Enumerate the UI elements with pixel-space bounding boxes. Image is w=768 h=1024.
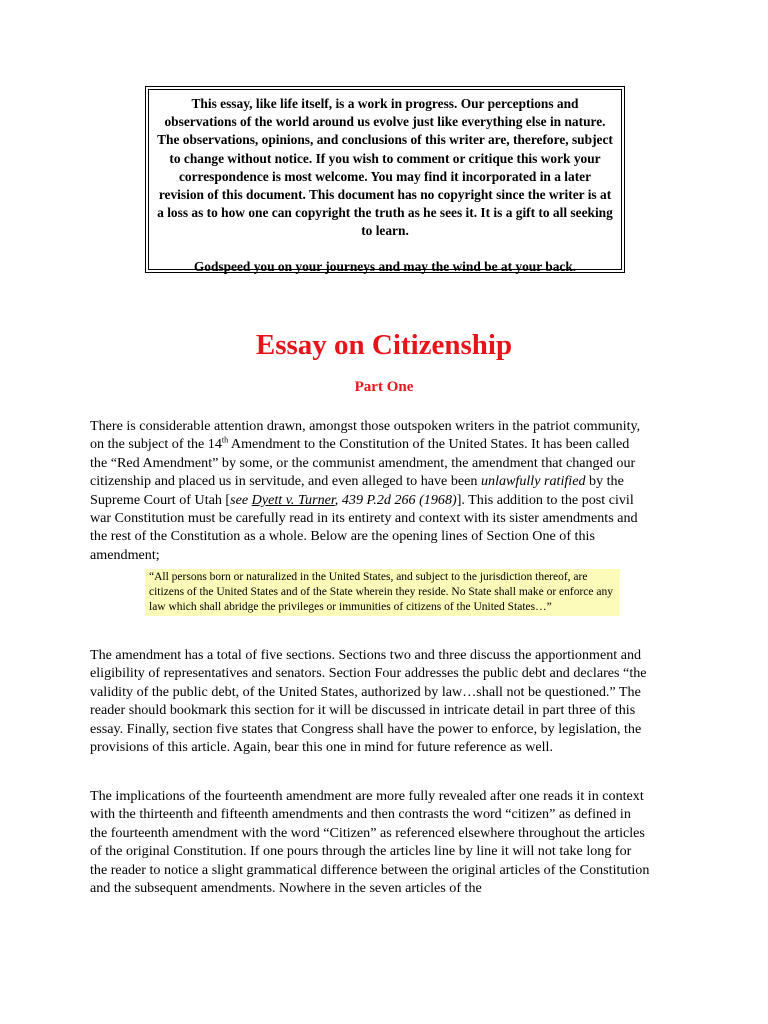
godspeed-line: Godspeed you on your journeys and may the wind be at your back.	[193, 258, 577, 274]
essay-title: Essay on Citizenship	[255, 329, 513, 361]
part-heading: Part One	[354, 379, 414, 395]
p1-text-a: There is considerable attention drawn, amongst those outspoken writers in the patriot community, on the subject of the 14	[90, 418, 641, 453]
paragraph-1	[90, 417, 650, 564]
paragraph-3: The implications of the fourteenth amendment are more fully revealed after one reads it in context with the thirteenth and fifteenth amendments and then contrasts the word “citizen” as defined in the fourteenth amendment with the word “Citizen” as referenced elsewhere throughout the articles of the original Constitution. If one pours through the articles line by line it will not take long for the reader to notice a slight grammatical difference between the original articles of the Constitution and the subsequent amendments. Nowhere in the seven articles of the	[90, 788, 650, 897]
p1-text-b: Amendment to the Constitution of the United States. It has been called the “Red Amendment” by some, or the communist amendment, the amendment that changed our citizenship and placed us in servitude, and even alleged to have been	[90, 436, 636, 490]
disclaimer-text: This essay, like life itself, is a work in progress. Our perceptions and observations of the world around us evolve just like everything else in nature. The observations, opinions, and conclusions of this writer are, therefore, subject to change without notice. If you wish to comment or critique this work your correspondence is most welcome. You may find it incorporated in a later revision of this document. This document has no copyright since the writer is at a loss as to how one can copyright the truth as he sees it. It is a gift to all seeking to learn.	[157, 96, 613, 239]
p1-text-c: by the Supreme Court of Utah [	[90, 473, 624, 508]
citation-case-name: Dyett v. Turner	[251, 491, 335, 508]
p1-superscript: th	[221, 435, 229, 445]
paragraph-2: The amendment has a total of five sections. Sections two and three discuss the apportionment and eligibility of representatives and senators. Section Four addresses the public debt and declares “the validity of the public debt, of the United States, authorized by law…shall not be questioned.” The reader should bookmark this section for it will be discussed in intricate detail in part three of this essay. Finally, section five states that Congress shall have the power to enforce, by legislation, the provisions of this article. Again, bear this one in mind for future reference as well.	[90, 647, 647, 756]
amendment-quote: “All persons born or naturalized in the United States, and subject to the jurisdiction thereof, are citizens of the United States and of the State wherein they reside. No State shall make or enforce any law which shall abridge the privileges or immunities of citizens of the United States…”	[145, 569, 620, 616]
citation-reporter: , 439 P.2d 266 (1968)	[334, 491, 457, 508]
p1-italic-ratified: unlawfully ratified	[480, 473, 586, 490]
citation-see: see	[230, 491, 249, 508]
p1-text-d: ]. This addition to the post civil war Constitution must be carefully read in its entirety and context with its sister amendments and the rest of the Constitution as a whole. Below are the opening lines of Section One of this amendment;	[90, 491, 638, 563]
disclaimer-box	[148, 89, 622, 274]
